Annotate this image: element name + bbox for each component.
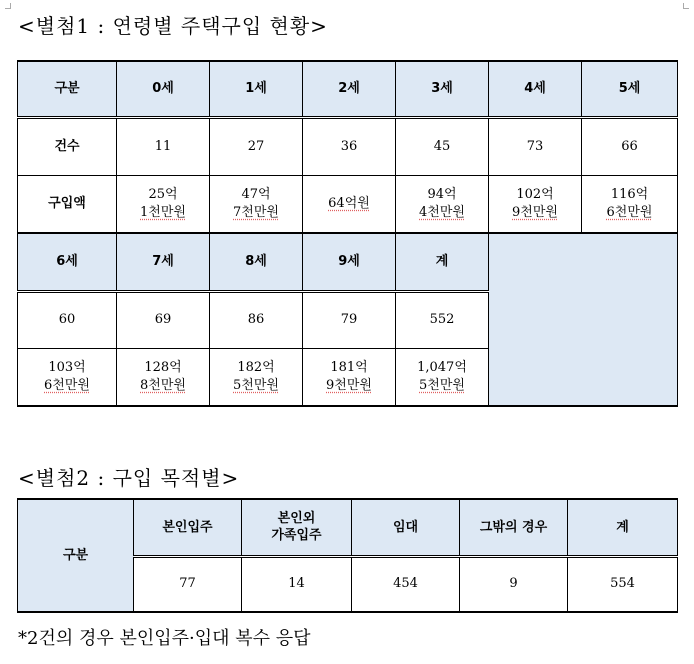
- age-header: 7세: [117, 233, 210, 291]
- amount-billions: 103억: [48, 359, 86, 375]
- purpose-table: [17, 498, 678, 613]
- amount-remainder: 4천만원: [419, 204, 465, 220]
- amount-remainder: 7천만원: [233, 204, 279, 220]
- purpose-header-line2: 가족입주: [271, 528, 322, 544]
- amount-billions: 128억: [144, 359, 182, 375]
- count-cell: 60: [18, 291, 117, 348]
- page-corner-mark-right: [683, 3, 689, 9]
- age-header: 9세: [303, 233, 396, 291]
- count-cell: 69: [117, 291, 210, 348]
- purpose-value: 9: [460, 556, 568, 612]
- header-row-top: [18, 61, 678, 117]
- amount-remainder: 1천만원: [140, 204, 186, 220]
- amount-remainder: 6천만원: [606, 204, 653, 220]
- purpose-header: [242, 499, 352, 556]
- amount-cell: [582, 175, 678, 233]
- total-amount-cell: [396, 348, 489, 406]
- purpose-header: [134, 499, 242, 556]
- count-cell: 27: [210, 117, 303, 175]
- purpose-header-line1: 그밖의 경우: [479, 519, 548, 535]
- amount-remainder: 6천만원: [44, 377, 90, 393]
- purpose-header: [460, 499, 568, 556]
- corner-label: 구분: [18, 499, 134, 612]
- amount-billions: 182억: [237, 359, 275, 375]
- amount-row-top: [18, 175, 678, 233]
- age-header: 6세: [18, 233, 117, 291]
- count-row-label: 건수: [18, 117, 117, 175]
- amount-remainder: 8천만원: [140, 377, 186, 393]
- amount-cell: [117, 175, 210, 233]
- age-header: 3세: [396, 61, 489, 117]
- age-header: 1세: [210, 61, 303, 117]
- empty-shaded-area: [489, 233, 678, 406]
- page-corner-mark-left: [5, 3, 11, 9]
- amount-billions: 25억: [148, 186, 178, 202]
- count-cell: 79: [303, 291, 396, 348]
- total-value: 554: [568, 556, 678, 612]
- count-row-top: [18, 117, 678, 175]
- total-header: [568, 499, 678, 556]
- amount-remainder: 9천만원: [326, 377, 372, 393]
- amount-cell: [489, 175, 582, 233]
- amount-billions: 64억원: [328, 195, 370, 211]
- footnote: *2건의 경우 본인입주·입대 복수 응답: [18, 628, 311, 649]
- amount-billions: 181억: [330, 359, 368, 375]
- purpose-header-line1: 임대: [392, 519, 419, 535]
- heading-annex-2: <별첨2 : 구입 목적별>: [18, 466, 240, 490]
- total-count-cell: 552: [396, 291, 489, 348]
- corner-label: 구분: [18, 61, 117, 117]
- amount-billions: 116억: [610, 186, 649, 202]
- purpose-header-line1: 본인외: [277, 511, 316, 527]
- count-cell: 86: [210, 291, 303, 348]
- total-header: 계: [396, 233, 489, 291]
- amount-remainder: 5천만원: [233, 377, 279, 393]
- amount-remainder: 5천만원: [419, 377, 465, 393]
- age-header: 2세: [303, 61, 396, 117]
- amount-cell: [303, 175, 396, 233]
- count-cell: 11: [117, 117, 210, 175]
- age-header: 5세: [582, 61, 678, 117]
- count-cell: 36: [303, 117, 396, 175]
- amount-cell: [18, 348, 117, 406]
- amount-cell: [210, 348, 303, 406]
- purpose-value: 77: [134, 556, 242, 612]
- amount-remainder: 9천만원: [512, 204, 558, 220]
- heading-annex-1: <별첨1 : 연령별 주택구입 현황>: [18, 14, 328, 38]
- purpose-value: 14: [242, 556, 352, 612]
- count-cell: 45: [396, 117, 489, 175]
- purpose-header-row: [18, 499, 678, 556]
- amount-cell: [396, 175, 489, 233]
- purpose-header-line1: 계: [616, 519, 629, 535]
- age-header: 4세: [489, 61, 582, 117]
- amount-billions: 94억: [427, 186, 457, 202]
- purpose-header: [352, 499, 460, 556]
- amount-cell: [210, 175, 303, 233]
- amount-cell: [117, 348, 210, 406]
- age-header: 0세: [117, 61, 210, 117]
- age-purchase-table: [17, 60, 678, 407]
- count-cell: 66: [582, 117, 678, 175]
- amount-cell: [303, 348, 396, 406]
- count-cell: 73: [489, 117, 582, 175]
- amount-row-label: 구입액: [18, 175, 117, 233]
- age-header: 8세: [210, 233, 303, 291]
- amount-billions: 1,047억: [417, 359, 467, 375]
- purpose-value: 454: [352, 556, 460, 612]
- amount-billions: 102억: [516, 186, 554, 202]
- header-row-bottom: [18, 233, 678, 291]
- amount-billions: 47억: [241, 186, 271, 202]
- purpose-header-line1: 본인입주: [162, 519, 213, 535]
